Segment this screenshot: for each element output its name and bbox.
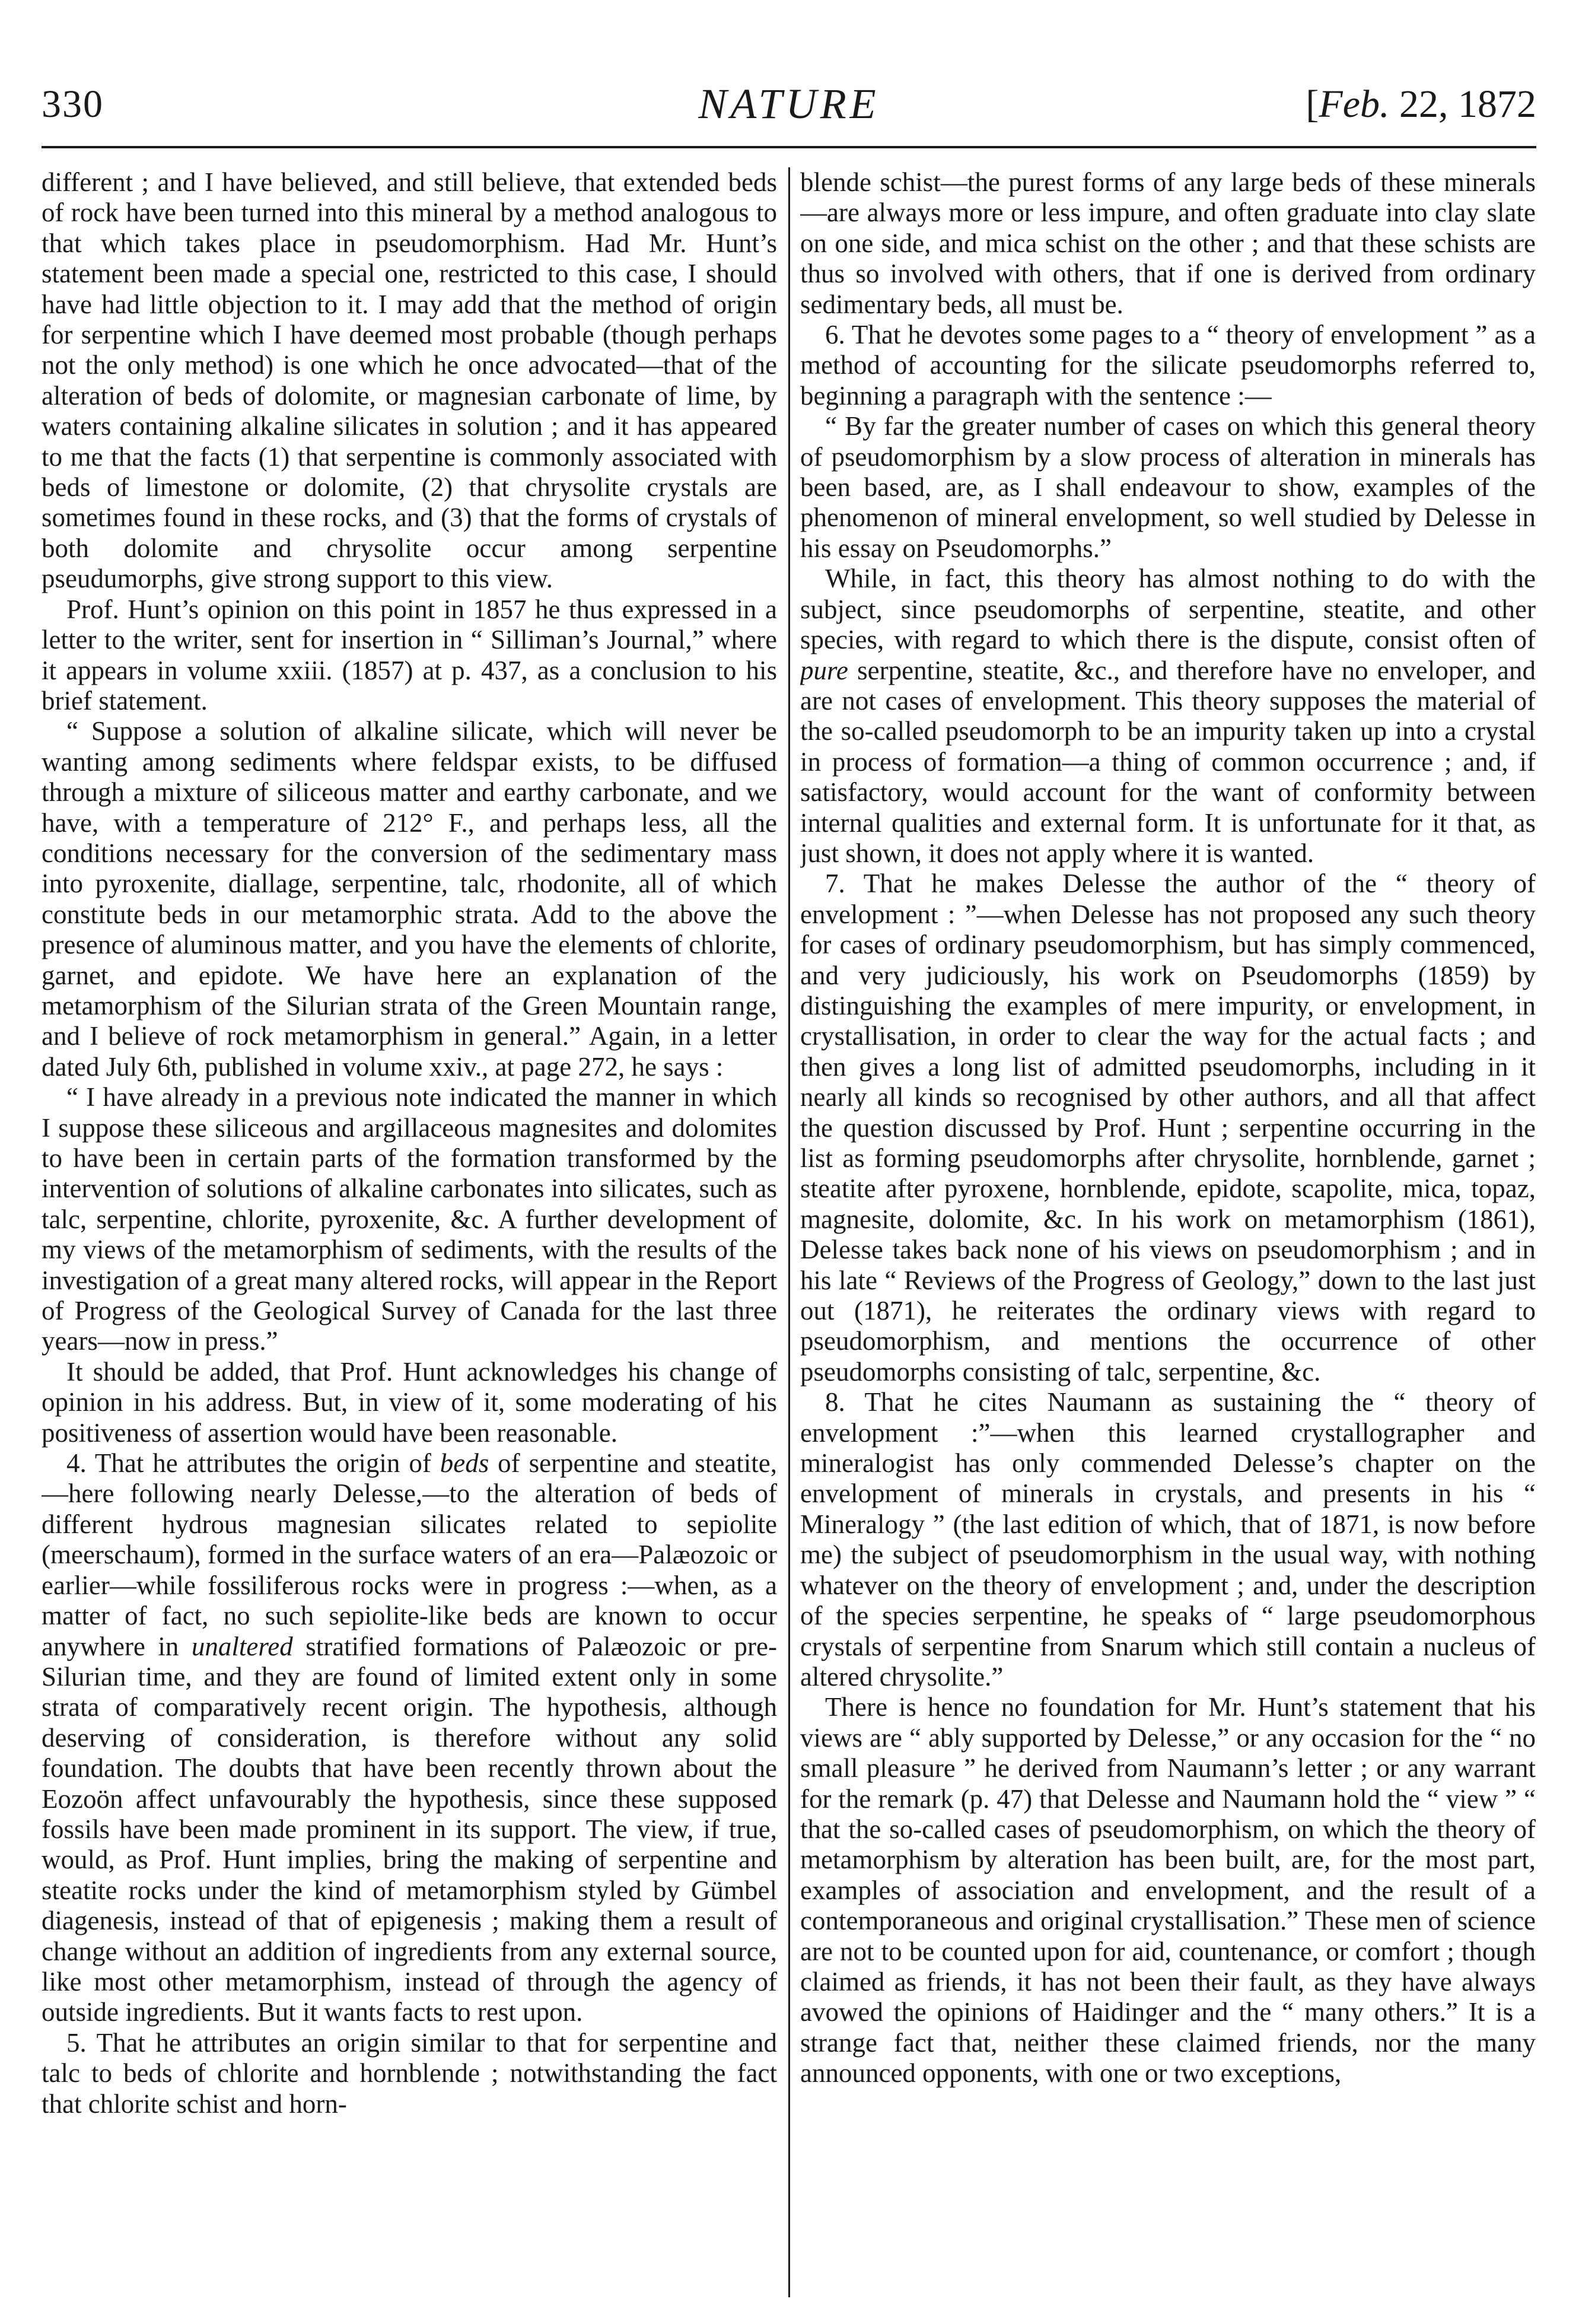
text-run: serpentine, steatite, &c., and therefore have no enveloper, and are not cases of envelopment. This theory supposes the material of the so-called pseudomorph to be an impurity taken up into a crystal in process of formation—a thing of common occurrence ; and, if satisfactory, would account for the want of conformity between internal qualities and external form. It is unfortunate for it that, as just shown, it does not apply where it is wanted. [800,655,1536,868]
text-run: stratified formations of Palæozoic or pre-Silurian time, and they are found of limited extent only in some strata of comparatively recent origin. The hypothesis, although deserving of consideration, is therefore without any solid foundation. The doubts that have been recently thrown about the Eozoön affect unfavourably the hypothesis, since these supposed fossils have been made prominent in its support. The view, if true, would, as Prof. Hunt implies, bring the making of serpentine and steatite rocks under the kind of metamorphism styled by Gümbel diagenesis, instead of that of epigenesis ; making them a result of change without an addition of ingredients from any external source, like most other metamorphism, instead of through the agency of outside ingredients. But it wants facts to rest upon. [42,1631,777,2027]
issue-date-month: Feb. [1319,82,1390,126]
paragraph-point-5: 5. That he attributes an origin similar to that for serpentine and talc to beds of chlorite and hornblende ; notwithstanding the fact that chlorite schist and horn- [42,2027,777,2119]
quotation: “ I have already in a previous note indicated the manner in which I suppose these siliceous and argillaceous magnesites and dolomites to have been in certain parts of the formation transformed by the intervention of solutions of alkaline carbonates into silicates, such as talc, serpentine, chlorite, pyroxenite, &c. A further development of my views of the metamorphism of sediments, with the results of the investigation of a great many altered rocks, will appear in the Report of Progress of the Geological Survey of Canada for the last three years—now in press.” [42,1082,777,1356]
issue-date-bracket: [ [1306,82,1319,126]
text-run: 4. That he attributes the origin of [66,1448,440,1479]
issue-date [1306,82,1536,127]
italic-term: beds [440,1448,489,1479]
paragraph-point-6: 6. That he devotes some pages to a “ theory of envelopment ” as a method of accounting for the silicate pseudomorphs referred to, beginning a paragraph with the sentence :— [800,320,1536,411]
left-column [42,167,777,2297]
italic-term: unaltered [191,1631,293,1661]
header-rule [42,146,1536,148]
quotation: “ By far the greater number of cases on which this general theory of pseudomorphism by a slow process of alteration in minerals has been based, are, as I shall endeavour to show, examples of the phenomenon of mineral envelopment, so well studied by Delesse in his essay on Pseudomorphs.” [800,411,1536,563]
issue-date-day-year: 22, 1872 [1389,82,1536,126]
page-number: 330 [42,82,104,126]
paragraph: There is hence no foundation for Mr. Hunt’s statement that his views are “ ably supported by Delesse,” or any occasion for the “ no small pleasure ” he derived from Naumann’s letter ; or any warrant for the remark (p. 47) that Delesse and Naumann hold the “ view ” “ that the so-called cases of pseudomorphism, on which the theory of metamorphism by alteration has been built, are, for the most part, examples of association and envelopment, and the result of a contemporaneous and original crystallisation.” These men of science are not to be counted upon for aid, countenance, or comfort ; though claimed as friends, it has not been their fault, as they have always avowed the opinions of Haidinger and the “ many others.” It is a strange fact that, neither these claimed friends, nor the many announced opponents, with one or two exceptions, [800,1692,1536,2088]
paragraph-point-4 [42,1448,777,2028]
text-run: While, in fact, this theory has almost nothing to do with the subject, since pseudomorphs of serpentine, steatite, and other species, with regard to which there is the dispute, consist often of [800,564,1536,655]
paragraph-point-7: 7. That he makes Delesse the author of the “ theory of envelopment : ”—when Delesse has not proposed any such theory for cases of ordinary pseudomorphism, but has simply commenced, and very judiciously, his work on Pseudomorphs (1859) by distinguishing the examples of mere impurity, or envelopment, in crystallisation, in order to clear the way for the actual facts ; and then gives a long list of admitted pseudomorphs, including in it nearly all kinds so recognised by other authors, and all that affect the question discussed by Prof. Hunt ; serpentine occurring in the list as forming pseudomorphs after chrysolite, hornblende, garnet ; steatite after pyroxene, hornblende, epidote, scapolite, mica, topaz, magnesite, dolomite, &c. In his work on metamorphism (1861), Delesse takes back none of his views on pseudomorphism ; and in his late “ Reviews of the Progress of Geology,” down to the last just out (1871), he reiterates the ordinary views with regard to pseudomorphism, and mentions the occurrence of other pseudomorphs consisting of talc, serpentine, &c. [800,869,1536,1387]
quotation: “ Suppose a solution of alkaline silicate, which will never be wanting among sediments where feldspar exists, to be diffused through a mixture of siliceous matter and earthy carbonate, and we have, with a temperature of 212° F., and perhaps less, all the conditions necessary for the conversion of the sedimentary mass into pyroxenite, diallage, serpentine, talc, rhodonite, all of which constitute beds in our metamorphic strata. Add to the above the presence of aluminous matter, and you have the elements of chlorite, garnet, and epidote. We have here an explanation of the metamorphism of the Silurian strata of the Green Mountain range, and I believe of rock metamorphism in general.” Again, in a letter dated July 6th, published in volume xxiv., at page 272, he says : [42,716,777,1082]
paragraph: blende schist—the purest forms of any large beds of these minerals—are always more or less impure, and often graduate into clay slate on one side, and mica schist on the other ; and that these schists are thus so involved with others, that if one is derived from ordinary sedimentary beds, all must be. [800,167,1536,319]
paragraph [800,564,1536,869]
italic-term: pure [800,655,848,685]
journal-title: NATURE [698,80,880,128]
paragraph: different ; and I have believed, and still believe, that extended beds of rock have been turned into this mineral by a method analogous to that which takes place in pseudomorphism. Had Mr. Hunt’s statement been made a special one, restricted to this case, I should have had little objection to it. I may add that the method of origin for serpentine which I have deemed most probable (though perhaps not the only method) is one which he once advocated—that of the alteration of beds of dolomite, or magnesian carbonate of lime, by waters containing alkaline silicates in solution ; and it has appeared to me that the facts (1) that serpentine is commonly associated with beds of limestone or dolomite, (2) that chrysolite crystals are sometimes found in these rocks, and (3) that the forms of crystals of both dolomite and chrysolite occur among serpentine pseudumorphs, give strong support to this view. [42,167,777,594]
column-divider [788,167,790,2297]
paragraph: It should be added, that Prof. Hunt acknowledges his change of opinion in his address. But, in view of it, some moderating of his positiveness of assertion would have been reasonable. [42,1356,777,1448]
paragraph-point-8: 8. That he cites Naumann as sustaining the “ theory of envelopment :”—when this learned crystallographer and mineralogist has only commended Delesse’s chapter on the envelopment of minerals in crystals, and presents in his “ Mineralogy ” (the last edition of which, that of 1871, is now before me) the subject of pseudomorphism in the usual way, with nothing whatever on the theory of envelopment ; and, under the description of the species serpentine, he speaks of “ large pseudomorphous crystals of serpentine from Snarum which still contain a nucleus of altered chrysolite.” [800,1387,1536,1692]
right-column [800,167,1536,2297]
text-run: of serpentine and steatite,—here following nearly Delesse,—to the alteration of beds of different hydrous magnesian silicates related to sepiolite (meerschaum), formed in the surface waters of an era—Palæozoic or earlier—while fossiliferous rocks were in progress :—when, as a matter of fact, no such sepiolite-like beds are known to occur anywhere in [42,1448,777,1661]
page-header [42,71,1536,142]
paragraph: Prof. Hunt’s opinion on this point in 1857 he thus expressed in a letter to the writer, sent for insertion in “ Silliman’s Journal,” where it appears in volume xxiii. (1857) at p. 437, as a conclusion to his brief statement. [42,594,777,716]
